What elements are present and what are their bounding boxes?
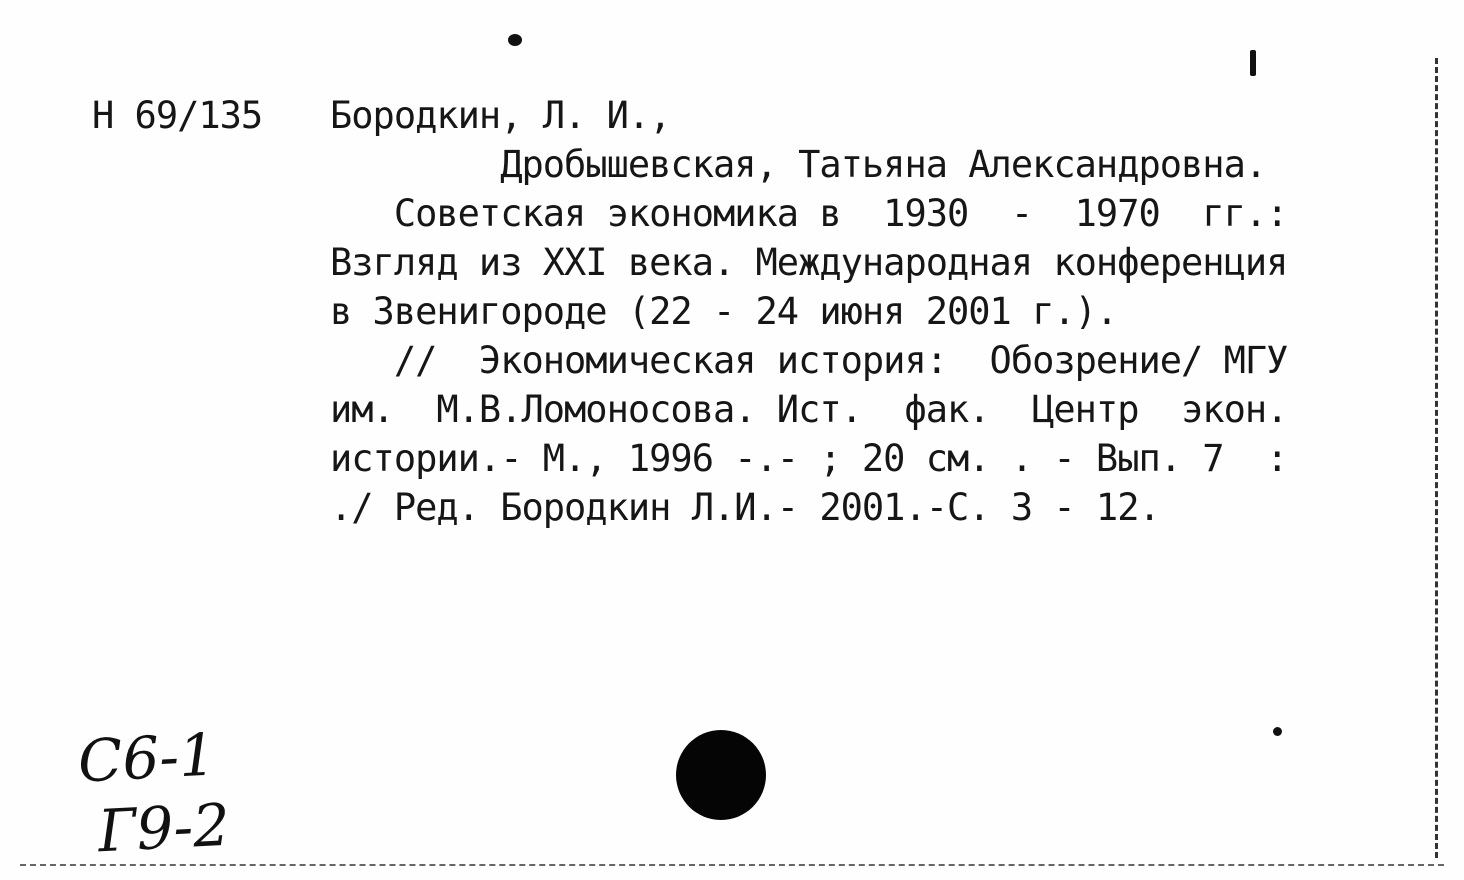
- entry-line: Бородкин, Л. И.,: [330, 94, 671, 137]
- entry-line: им. М.В.Ломоносова. Ист. фак. Центр экон.: [330, 388, 1288, 431]
- entry-line: истории.- М., 1996 -.- ; 20 см. . - Вып. 7 :: [330, 437, 1288, 480]
- ink-speck: [1273, 727, 1282, 736]
- handwritten-code: Г9-2: [96, 790, 232, 866]
- handwritten-code: С6-1: [76, 720, 218, 796]
- card-edge-bottom: [20, 864, 1444, 866]
- punch-hole: [676, 730, 766, 820]
- ink-mark: [1250, 50, 1256, 76]
- entry-line: в Звенигороде (22 - 24 июня 2001 г.).: [330, 290, 1118, 333]
- ink-speck: [508, 34, 522, 46]
- entry-line: ./ Ред. Бородкин Л.И.- 2001.-С. 3 - 12.: [330, 486, 1160, 529]
- bibliographic-entry: [330, 92, 1330, 532]
- shelf-mark: Н 69/135: [92, 94, 263, 137]
- entry-line: Взгляд из XXI века. Международная конференция: [330, 241, 1288, 284]
- entry-line: // Экономическая история: Обозрение/ МГУ: [330, 339, 1288, 382]
- entry-line: Дробышевская, Татьяна Александровна.: [330, 143, 1267, 186]
- entry-line: Советская экономика в 1930 - 1970 гг.:: [330, 192, 1288, 235]
- card-edge-right: [1435, 58, 1444, 858]
